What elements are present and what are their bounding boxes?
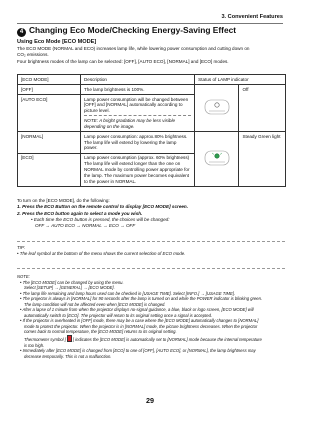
intro-text [17,46,285,65]
mode-cell: [NORMAL] [18,132,81,154]
header-rule [17,23,283,24]
note-line: decrease temporarily. This is not a malfunction. [24,353,112,359]
status-cell: Steady Green light [239,132,286,187]
note-line [17,335,286,343]
description-text: Lamp power consumption will be changed between [OFF] and [NORMAL] automatically according to picture level. [83,96,189,114]
intro-line: CO₂ emissions. [17,52,49,58]
tip-divider [17,241,285,242]
page-number: 29 [146,396,154,405]
tip-block [17,245,285,257]
tip-text: • The leaf symbol at the bottom of the menu shows the current selection of ECO mode. [17,251,186,256]
note-line: • The projector is always in [NORMAL] for 90 seconds after the lamp is turned on and while the POWER indicator is blinking green. [20,296,263,302]
section-title [17,25,287,37]
description-note: NOTE: A bright gradation may be less visible depending on the image. [84,115,191,129]
note-line: The lamp condition will not be affected even when [ECO MODE] is changed. [24,301,166,307]
table-header-row [18,75,286,85]
note-line: mode to protect the projector. When the projector is in [NORMAL] mode, the picture brightness decreases. When the projector [24,323,258,329]
table-header: [ECO MODE] [18,75,81,85]
section-number-badge: 4 [17,28,26,37]
table-header: Description [80,75,194,85]
therm-text: ] indicates the [ECO MODE] is automatically set to [NORMAL] mode because the internal temperature [72,337,262,343]
lamp-indicator-green-icon [204,150,230,166]
mode-cell: [ECO] [18,153,81,186]
tip-label: TIP: [17,245,26,250]
description-cell: The lamp brightness is 100%. [80,84,194,94]
table-row [18,132,286,154]
description-cell [80,94,194,131]
eco-mode-table [17,74,286,187]
subsection-title: Using Eco Mode [ECO MODE] [17,39,97,45]
status-cell: Off [239,84,286,131]
note-line: • After a lapse of 1 minute from when the projector displays no-signal guidance, a blue, black or logo screen, [ECO MODE] will [20,307,254,313]
section-header: 3. Convenient Features [221,14,283,20]
table-row [18,84,286,94]
note-line: • The [ECO MODE] can be changed by using the menu. [20,279,124,285]
tip-divider [17,268,285,269]
section-title-text: Changing Eco Mode/Checking Energy-Saving Effect [29,25,237,35]
mode-cell: [AUTO ECO] [18,94,81,131]
description-cell: Lamp power consumption: approx.80% brightness. The lamp life will extend by lowering the lamp power. [80,132,194,154]
mode-sequence: OFF → AUTO ECO → NORMAL → ECO → OFF [35,223,136,229]
note-line: • Immediately after [ECO MODE] is changed from [ECO] to one of [OFF], [AUTO ECO], or [NORMAL], the lamp brightness may [20,348,256,354]
lamp-indicator-icon-cell [195,84,239,131]
therm-text: Thermometer symbol [ [24,337,66,343]
note-line: • The lamp life remaining and lamp hours used can be checked in [USAGE TIME]. Select [INFO.] → [USAGE TIME]. [20,290,236,296]
note-line: comes back to normal temperature, the [ECO MODE] returns to its original setting. [24,329,177,335]
step-2: 2. Press the ECO button again to select a mode you wish. [17,210,143,216]
instructions-intro: To turn on the [ECO MODE], do the following: [17,198,110,203]
note-line: Select [SETUP] → [GENERAL] → [ECO MODE]. [24,285,115,291]
table-header: Status of LAMP indicator [195,75,286,85]
instructions [17,198,285,229]
note-line: automatically switch to [ECO]. The projector will return to its original setting once a signal is accepted. [24,312,213,318]
lamp-indicator-off-icon [204,99,230,115]
note-line: • If the projector is overheated in [OFF] mode, there may be a case where the [ECO MODE] automatically changes to [NORMAL] [20,318,259,324]
step-bullet: • Each time the ECO button is pressed, the choices will be changed: [31,216,170,222]
mode-cell: [OFF] [18,84,81,94]
note-label: NOTE: [17,274,30,279]
thermometer-icon [67,335,72,342]
lamp-indicator-icon-cell [195,132,239,187]
note-line: is too high. [24,342,45,348]
intro-line: Four brightness modes of the lamp can be selected: [OFF], [AUTO ECO], [NORMAL] and [ECO] modes. [17,58,229,64]
description-cell: Lamp power consumption (approx. 60% brightness) The lamp life will extend longer than the one on NORMAL mode by controlling power appropriate for the lamp. The maximum power becomes equivalent to the power in NORMAL. [80,153,194,186]
intro-line: The ECO MODE (NORMAL and ECO) increases lamp life, while lowering power consumption and cutting down on [17,46,250,51]
step-1: 1. Press the ECO Button on the remote control to display [ECO MODE] screen. [17,204,189,210]
note-block [17,274,286,359]
